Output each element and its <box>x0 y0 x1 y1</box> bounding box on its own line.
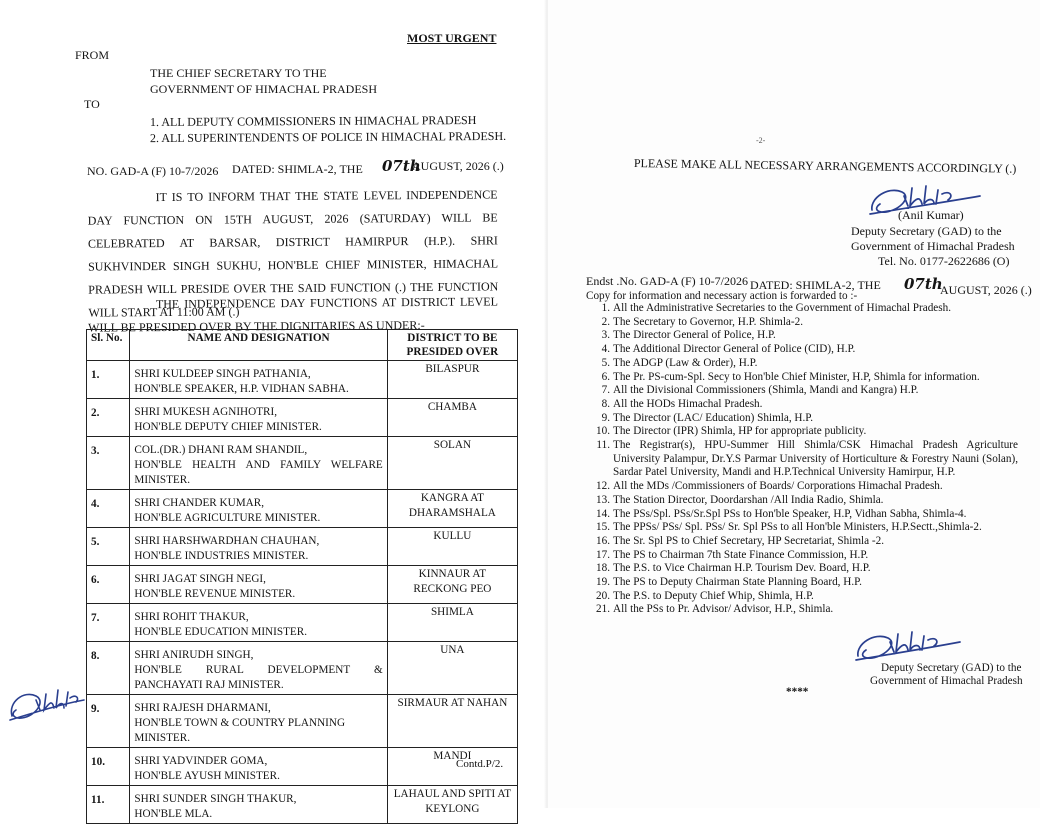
table-row <box>87 748 518 786</box>
endorsement-date-suffix: AUGUST, 2026 (.) <box>940 283 1032 297</box>
list-item: 11. The Registrar(s), HPU-Summer Hill Shimla/CSK Himachal Pradesh Agriculture University Palampur, Dr.Y.S Parmar University of Horticulture & Forestry Nauni (Solan), Sardar Patel University, Mandi and H.P.Technical University Hamirpur, H.P. <box>596 439 1018 479</box>
row-sl: 11. <box>87 786 130 824</box>
endorsement-dated-prefix: DATED: SHIMLA-2, THE <box>750 278 881 292</box>
row-name-cell <box>130 642 387 695</box>
list-item: 18. The P.S. to Vice Chairman H.P. Tourism Dev. Board, H.P. <box>596 562 871 575</box>
most-urgent-heading: MOST URGENT <box>407 31 497 45</box>
row-name: SHRI ANIRUDH SINGH, <box>134 649 254 661</box>
row-name-cell <box>130 528 387 566</box>
header-name-designation: NAME AND DESIGNATION <box>130 330 387 361</box>
row-name-cell <box>130 786 387 824</box>
row-district: KULLU <box>387 528 517 566</box>
row-designation: HON'BLE EDUCATION MINISTER. <box>134 626 308 638</box>
dated-suffix: AUGUST, 2026 (.) <box>412 159 504 173</box>
to-label: TO <box>84 97 100 111</box>
row-sl: 10. <box>87 748 130 786</box>
table-row <box>87 642 518 695</box>
row-district: UNA <box>387 642 517 695</box>
table-row <box>87 399 518 437</box>
sign2-designation-2: Government of Himachal Pradesh <box>870 675 1023 687</box>
page-number-mark: -2- <box>756 136 766 145</box>
row-name-cell <box>130 361 387 399</box>
row-designation: HON'BLE SPEAKER, H.P. VIDHAN SABHA. <box>134 383 349 395</box>
list-item: 2. The Secretary to Governor, H.P. Shimla-2. <box>601 315 804 328</box>
row-designation: HON'BLE INDUSTRIES MINISTER. <box>134 550 309 562</box>
copy-forward-line: Copy for information and necessary action is forwarded to :- <box>586 290 858 302</box>
row-designation: HON'BLE DEPUTY CHIEF MINISTER. <box>134 421 322 433</box>
row-name: SHRI ROHIT THAKUR, <box>134 611 249 623</box>
row-designation: HON'BLE MLA. <box>134 808 213 820</box>
list-item: 21. All the PSs to Pr. Advisor/ Advisor, H.P., Shimla. <box>596 603 834 616</box>
row-district: LAHAUL AND SPITI AT KEYLONG <box>387 786 517 824</box>
row-district: KINNAUR AT RECKONG PEO <box>387 566 517 604</box>
list-item: 13. The Station Director, Doordarshan /All India Radio, Shimla. <box>596 493 884 506</box>
signature-icon-2 <box>852 626 964 666</box>
list-item: 6. The Pr. PS-cum-Spl. Secy to Hon'ble Chief Minister, H.P, Shimla for information. <box>601 370 980 383</box>
dated-prefix: DATED: SHIMLA-2, THE <box>232 162 363 176</box>
to-line-2: 2. ALL SUPERINTENDENTS OF POLICE IN HIMACHAL PRADESH. <box>149 128 507 146</box>
list-item: 16. The Sr. Spl PS to Chief Secretary, HP Secretariat, Shimla -2. <box>596 534 885 547</box>
row-designation: HON'BLE REVENUE MINISTER. <box>134 588 296 600</box>
to-line-1: 1. ALL DEPUTY COMMISSIONERS IN HIMACHAL PRADESH <box>149 113 477 129</box>
list-item: 1. All the Administrative Secretaries to the Government of Himachal Pradesh. <box>601 302 952 314</box>
list-item: 12. All the MDs /Commissioners of Boards/ Corporations Himachal Pradesh. <box>596 480 943 493</box>
row-name: SHRI CHANDER KUMAR, <box>134 497 264 509</box>
row-name: SHRI YADVINDER GOMA, <box>134 755 268 767</box>
row-name: SHRI RAJESH DHARMANI, <box>134 702 271 714</box>
row-sl: 9. <box>87 695 130 748</box>
sign2-designation-1: Deputy Secretary (GAD) to the <box>881 662 1022 674</box>
list-item: 14. The PSs/Spl. PSs/Sr.Spl PSs to Hon'ble Speaker, H.P, Vidhan Sabha, Shimla-4. <box>596 507 967 520</box>
row-sl: 2. <box>87 399 130 437</box>
row-sl: 5. <box>87 528 130 566</box>
table-row <box>87 437 518 490</box>
row-sl: 7. <box>87 604 130 642</box>
row-designation: HON'BLE AYUSH MINISTER. <box>134 770 280 782</box>
continued-note: Contd.P/2. <box>456 758 504 770</box>
list-item: 4. The Additional Director General of Police (CID), H.P. <box>601 343 856 356</box>
signatory-name: (Anil Kumar) <box>898 208 964 222</box>
signatory-designation-2: Government of Himachal Pradesh <box>851 239 1015 253</box>
header-district: DISTRICT TO BE PRESIDED OVER <box>387 330 517 361</box>
list-item: 7. All the Divisional Commissioners (Shimla, Mandi and Kangra) H.P. <box>601 384 919 397</box>
header-sl-no: Sl. No. <box>87 330 130 361</box>
row-name-cell <box>130 748 387 786</box>
row-district: BILASPUR <box>387 361 517 399</box>
row-sl: 4. <box>87 490 130 528</box>
row-name-cell <box>130 604 387 642</box>
row-sl: 3. <box>87 437 130 490</box>
list-item: 5. The ADGP (Law & Order), H.P. <box>601 356 758 369</box>
paragraph-1-text: IT IS TO INFORM THAT THE STATE LEVEL INDEPENDENCE DAY FUNCTION ON 15TH AUGUST, 2026 (SATURDAY) WILL BE CELEBRATED AT BARSAR, DISTRICT HAMIRPUR (H.P.). SHRI SUKHVINDER SINGH SUKHU, HON'BLE CHIEF MINISTER, HIMACHAL PRADESH WILL PRESIDE OVER THE SAID FUNCTION (.) THE FUNCTION WILL START AT 11:00 AM (.) <box>87 187 499 320</box>
from-label: FROM <box>75 48 110 62</box>
row-name-cell <box>130 695 387 748</box>
row-sl: 1. <box>87 361 130 399</box>
list-item: 3. The Director General of Police, H.P. <box>601 329 776 342</box>
row-designation: HON'BLE HEALTH AND FAMILY WELFARE MINISTER. <box>134 459 383 486</box>
row-name-cell <box>130 399 387 437</box>
table-row <box>87 566 518 604</box>
list-item: 10. The Director (IPR) Shimla, HP for appropriate publicity. <box>596 425 867 438</box>
row-name: COL.(DR.) DHANI RAM SHANDIL, <box>134 444 308 456</box>
list-item: 9. The Director (LAC/ Education) Shimla, H.P. <box>601 411 814 424</box>
list-item: 20. The P.S. to Deputy Chief Whip, Shimla, H.P. <box>596 589 814 602</box>
table-row <box>87 528 518 566</box>
row-designation: HON'BLE TOWN & COUNTRY PLANNING MINISTER. <box>134 717 346 744</box>
from-line-2: GOVERNMENT OF HIMACHAL PRADESH <box>150 82 378 96</box>
arrangements-line: PLEASE MAKE ALL NECESSARY ARRANGEMENTS ACCORDINGLY (.) <box>633 156 1017 176</box>
row-name-cell <box>130 437 387 490</box>
row-sl: 6. <box>87 566 130 604</box>
row-name: SHRI MUKESH AGNIHOTRI, <box>134 406 278 418</box>
row-name: SHRI SUNDER SINGH THAKUR, <box>134 793 297 805</box>
endorsement-handwritten-date: 07th <box>904 275 943 293</box>
signature-initials-icon <box>6 680 88 726</box>
endorsement-number: Endst .No. GAD-A (F) 10-7/2026 <box>586 274 748 288</box>
row-district: MANDI <box>387 748 517 786</box>
row-district: SOLAN <box>387 437 517 490</box>
signatory-phone: Tel. No. 0177-2622686 (O) <box>878 254 1010 268</box>
row-district: SHIMLA <box>387 604 517 642</box>
row-designation: HON'BLE AGRICULTURE MINISTER. <box>134 512 321 524</box>
row-designation: HON'BLE RURAL DEVELOPMENT & PANCHAYATI RAJ MINISTER. <box>134 664 383 691</box>
handwritten-date: 07th <box>382 157 421 175</box>
row-name: SHRI KULDEEP SINGH PATHANIA, <box>134 368 311 380</box>
from-line-1: THE CHIEF SECRETARY TO THE <box>150 66 327 80</box>
row-name: SHRI HARSHWARDHAN CHAUHAN, <box>134 535 320 547</box>
dignitaries-table <box>86 329 518 824</box>
row-name-cell <box>130 566 387 604</box>
table-row <box>87 361 518 399</box>
row-name-cell <box>130 490 387 528</box>
table-row <box>87 490 518 528</box>
end-mark: **** <box>786 686 809 698</box>
list-item: 8. All the HODs Himachal Pradesh. <box>601 397 763 410</box>
list-item: 15. The PPSs/ PSs/ Spl. PSs/ Sr. Spl PSs to all Hon'ble Ministers, H.P.Sectt.,Shimla-2. <box>596 521 982 534</box>
table-row <box>87 695 518 748</box>
list-item: 19. The PS to Deputy Chairman State Planning Board, H.P. <box>596 576 862 589</box>
copy-to-list <box>586 302 1018 617</box>
table-row <box>87 786 518 824</box>
table-header-row <box>87 330 518 361</box>
row-district: CHAMBA <box>387 399 517 437</box>
reference-number: NO. GAD-A (F) 10-7/2026 <box>87 164 219 178</box>
row-district: SIRMAUR AT NAHAN <box>387 695 517 748</box>
table-row <box>87 604 518 642</box>
paragraph-2-text: THE INDEPENDENCE DAY FUNCTIONS AT DISTRICT LEVEL WILL BE PRESIDED OVER BY THE DIGNITARIES AS UNDER:- <box>88 294 498 335</box>
row-sl: 8. <box>87 642 130 695</box>
signatory-designation-1: Deputy Secretary (GAD) to the <box>851 224 1002 238</box>
row-district: KANGRA AT DHARAMSHALA <box>387 490 517 528</box>
list-item: 17. The PS to Chairman 7th State Finance Commission, H.P. <box>596 548 869 561</box>
row-name: SHRI JAGAT SINGH NEGI, <box>134 573 266 585</box>
